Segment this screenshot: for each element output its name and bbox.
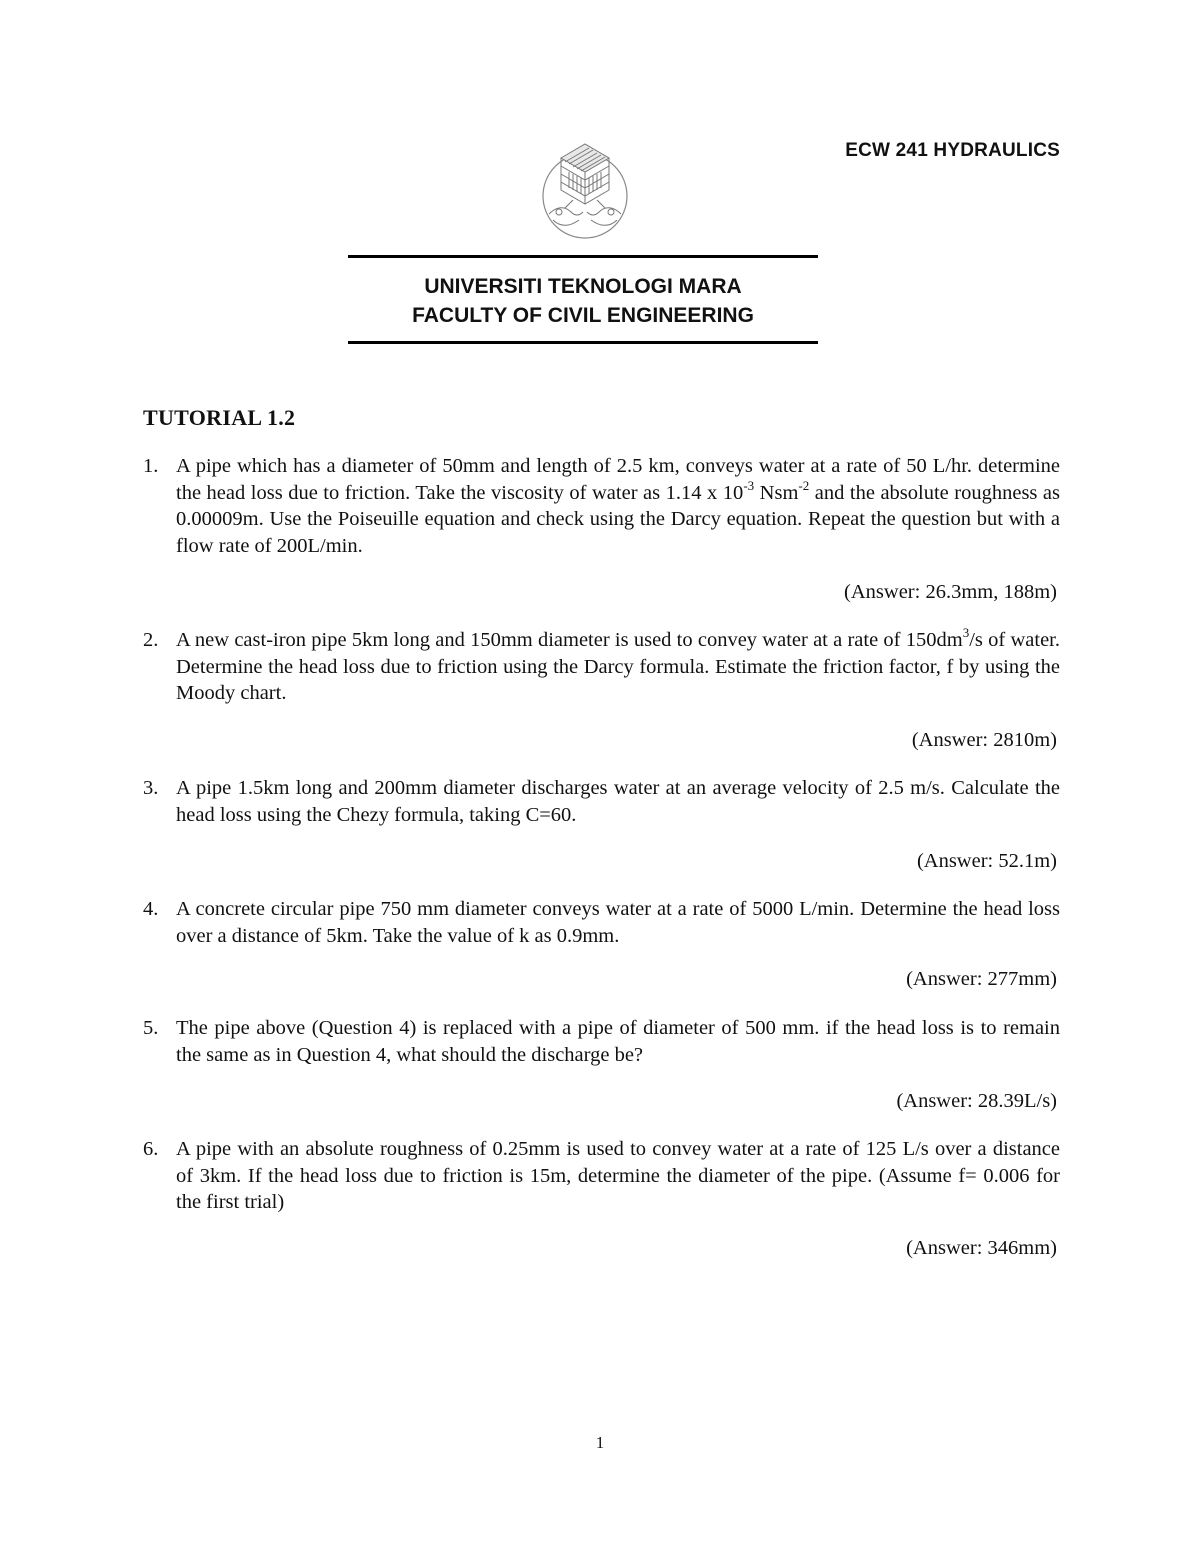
question-number: 1. <box>143 455 159 477</box>
question-text: The pipe above (Question 4) is replaced with a pipe of diameter of 500 mm. if the head loss is to remain the same as in Question 4, what should the discharge be? <box>176 1017 1060 1066</box>
question-text: A pipe with an absolute roughness of 0.25mm is used to convey water at a rate of 125 L/s over a distance of 3km. If the head loss due to friction is 15m, determine the diameter of the pipe. (Assume f= 0.006 for the first trial) <box>176 1138 1060 1213</box>
question-number: 2. <box>143 629 159 651</box>
question-text: A concrete circular pipe 750 mm diameter conveys water at a rate of 5000 L/min. Determine the head loss over a distance of 5km. Take the value of k as 0.9mm. <box>176 898 1060 947</box>
question-number: 5. <box>143 1017 159 1039</box>
answer-3: (Answer: 52.1m) <box>916 850 1057 872</box>
question-2 <box>143 627 1060 707</box>
page-number: 1 <box>595 1433 605 1452</box>
question-4 <box>143 896 1060 949</box>
header-rule-bottom <box>348 341 818 344</box>
answer-5: (Answer: 28.39L/s) <box>896 1090 1057 1112</box>
tutorial-title: TUTORIAL 1.2 <box>143 405 296 430</box>
answer-6: (Answer: 346mm) <box>906 1237 1057 1259</box>
question-number: 4. <box>143 898 159 920</box>
question-text: A pipe 1.5km long and 200mm diameter discharges water at an average velocity of 2.5 m/s. Calculate the head loss using the Chezy formula, taking C=60. <box>176 777 1060 826</box>
question-number: 3. <box>143 777 159 799</box>
header-rule-top <box>348 255 818 258</box>
question-5 <box>143 1015 1060 1068</box>
question-text: A pipe which has a diameter of 50mm and length of 2.5 km, conveys water at a rate of 50 L/hr. determine the head loss due to friction. Take the viscosity of water as 1.14 x $10^{-3}$ Nsm$^{-2}$ and the absolute roughness as 0.00009m. Use the Poiseuille equation and check using the Darcy equation. Repeat the question but with a flow rate of 200L/min. <box>176 455 1061 557</box>
university-crest-logo <box>535 136 635 248</box>
question-1 <box>143 453 1060 559</box>
answer-2: (Answer: 2810m) <box>911 729 1057 751</box>
faculty-name: FACULTY OF CIVIL ENGINEERING <box>412 304 754 327</box>
university-name: UNIVERSITI TEKNOLOGI MARA <box>424 275 742 298</box>
answer-4: (Answer: 277mm) <box>906 968 1057 990</box>
question-6 <box>143 1136 1060 1216</box>
answer-1: (Answer: 26.3mm, 188m) <box>844 581 1057 603</box>
course-code: ECW 241 HYDRAULICS <box>845 140 1060 161</box>
question-text: A new cast-iron pipe 5km long and 150mm diameter is used to convey water at a rate of $150dm^3/s$ of water. Determine the head loss due to friction using the Darcy formula. Estimate the friction factor, f by using the Moody chart. <box>176 625 1060 704</box>
question-number: 6. <box>143 1138 159 1160</box>
question-3 <box>143 775 1060 828</box>
